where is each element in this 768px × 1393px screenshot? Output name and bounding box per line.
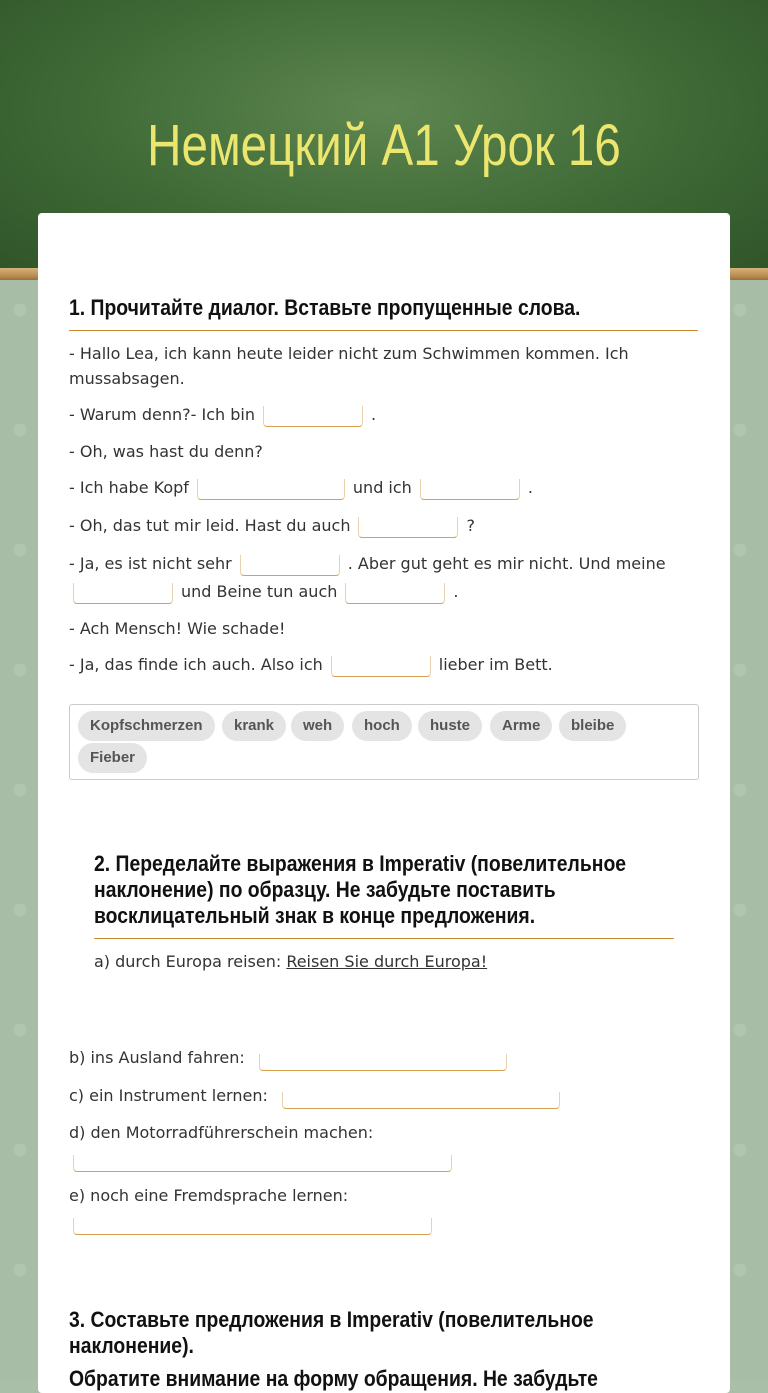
dialog-line-9: - Ach Mensch! Wie schade!	[69, 619, 286, 638]
dialog-text: .	[370, 405, 377, 424]
example-line	[94, 949, 487, 974]
section2-title-line: восклицательный знак в конце предложения.	[94, 903, 536, 928]
blank-2[interactable]	[197, 479, 345, 500]
dialog-text: - Ja, das finde ich auch. Also ich	[69, 655, 323, 674]
word-chip[interactable]: bleibe	[559, 711, 626, 741]
dialog-line-1: - Hallo Lea, ich kann heute leider nicht zum Schwimmen kommen. Ich	[69, 344, 629, 363]
section3-title-line: Обратите внимание на форму обращения. Не забудьте	[69, 1366, 598, 1391]
section3-title-line: 3. Составьте предложения в Imperativ (повелительное	[69, 1307, 594, 1332]
blank-5[interactable]	[240, 555, 340, 576]
exercise-c-label: c) ein Instrument lernen:	[69, 1086, 268, 1105]
section1-rule	[69, 330, 698, 331]
dialog-text: . Aber gut geht es mir nicht. Und meine	[347, 554, 666, 573]
blank-1[interactable]	[263, 406, 363, 427]
exercise-d-label: d) den Motorradführerschein machen:	[69, 1123, 374, 1142]
dialog-text: .	[453, 582, 459, 601]
section2-title-line: наклонение) по образцу. Не забудьте поставить	[94, 877, 556, 902]
word-chip[interactable]: Fieber	[78, 743, 147, 773]
answer-field-b[interactable]	[259, 1054, 507, 1071]
word-chip[interactable]: krank	[222, 711, 286, 741]
dialog-line-3	[69, 402, 376, 427]
blank-4[interactable]	[358, 517, 458, 538]
dialog-text: .	[527, 478, 533, 497]
section2-title-line: 2. Переделайте выражения в Imperativ (повелительное	[94, 851, 627, 876]
section1-title: 1. Прочитайте диалог. Вставьте пропущенные слова.	[69, 295, 581, 320]
dialog-line-7	[69, 551, 666, 576]
dialog-line-6	[69, 513, 475, 538]
word-chip[interactable]: huste	[418, 711, 482, 741]
dialog-text: und Beine tun auch	[181, 582, 338, 601]
dialog-line-2: mussabsagen.	[69, 369, 185, 388]
blank-6[interactable]	[73, 583, 173, 604]
dialog-line-8	[69, 579, 458, 604]
blank-7[interactable]	[345, 583, 445, 604]
word-chip[interactable]: Kopfschmerzen	[78, 711, 215, 741]
word-chip[interactable]: weh	[291, 711, 344, 741]
exercise-b-label: b) ins Ausland fahren:	[69, 1048, 245, 1067]
dialog-text: lieber im Bett.	[438, 655, 553, 674]
section3-title-line: наклонение).	[69, 1333, 194, 1358]
section2-rule	[94, 938, 674, 939]
dialog-line-10	[69, 652, 553, 677]
word-bank	[69, 704, 699, 780]
dialog-text: - Oh, das tut mir leid. Hast du auch	[69, 516, 351, 535]
answer-field-c[interactable]	[282, 1092, 560, 1109]
dialog-line-4: - Oh, was hast du denn?	[69, 442, 263, 461]
word-chip[interactable]: hoch	[352, 711, 412, 741]
blank-3[interactable]	[420, 479, 520, 500]
answer-field-e[interactable]	[73, 1218, 432, 1235]
dialog-line-5	[69, 475, 533, 500]
dialog-text: - Ja, es ist nicht sehr	[69, 554, 232, 573]
example-prompt: a) durch Europa reisen:	[94, 952, 287, 971]
dialog-text: und ich	[352, 478, 412, 497]
page-title: Немецкий А1 Урок 16	[147, 113, 621, 178]
dialog-text: - Warum denn?- Ich bin	[69, 405, 255, 424]
answer-field-d[interactable]	[73, 1155, 452, 1172]
dialog-text: ?	[466, 516, 475, 535]
example-answer: Reisen Sie durch Europa!	[286, 952, 488, 971]
blank-8[interactable]	[331, 656, 431, 677]
exercise-e-label: e) noch eine Fremdsprache lernen:	[69, 1186, 349, 1205]
word-chip[interactable]: Arme	[490, 711, 552, 741]
dialog-text: - Ich habe Kopf	[69, 478, 189, 497]
